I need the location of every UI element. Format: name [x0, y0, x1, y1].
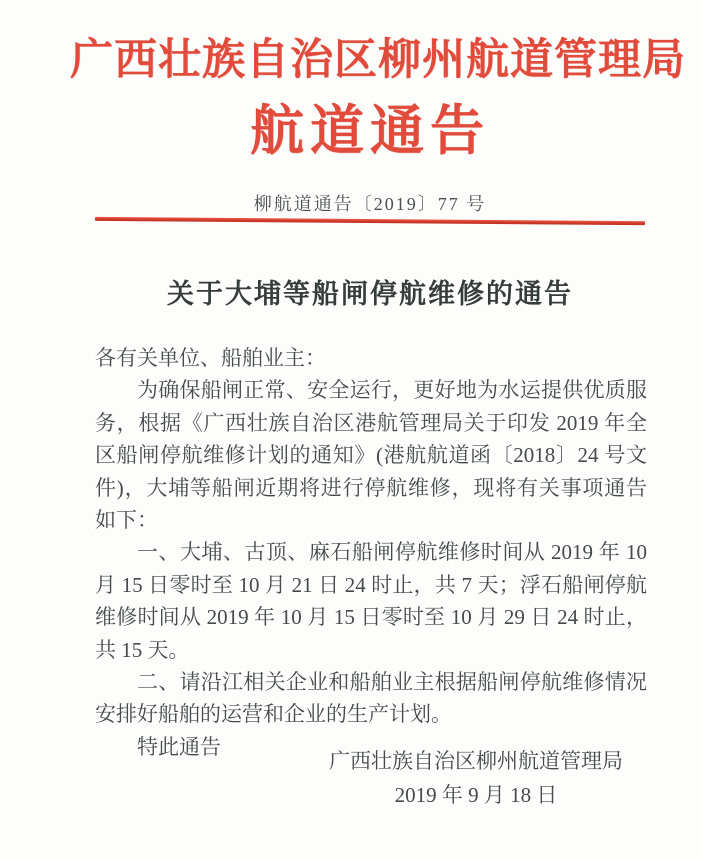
signature-date: 2019 年 9 月 18 日	[394, 783, 558, 807]
notice-body	[95, 342, 647, 763]
document-number: 柳航道通告〔2019〕77 号	[253, 194, 487, 214]
closing-line: 特此通告	[137, 734, 221, 759]
body-paragraph-intro: 为确保船闸正常、安全运行，更好地为水运提供优质服务，根据《广西壮族自治区港航管理局关于印发 2019 年全区船闸停航维修计划的通知》(港航航道函〔2018〕24 号文件)，大埔等船闸近期将进行停航维修，现将有关事项通告如下：	[95, 378, 647, 533]
body-paragraph-item-1: 一、大埔、古顶、麻石船闸停航维修时间从 2019 年 10 月 15 日零时至 10 月 21 日 24 时止，共 7 天；浮石船闸停航维修时间从 2019 年 10 月 15 日零时至 10 月 29 日 24 时止，共 15 天。	[95, 540, 647, 662]
body-paragraph-item-2: 二、请沿江相关企业和船舶业主根据船闸停航维修情况安排好船舶的运营和企业的生产计划。	[95, 670, 647, 727]
signature-org: 广西壮族自治区柳州航道管理局	[329, 749, 623, 773]
red-divider-line	[95, 217, 645, 225]
signature-block	[329, 744, 623, 812]
issuing-org-header: 广西壮族自治区柳州航道管理局	[70, 37, 686, 84]
notice-title: 关于大埔等船闸停航维修的通告	[167, 279, 573, 309]
document-type-header: 航道通告	[250, 101, 490, 161]
salutation-line: 各有关单位、船舶业主：	[95, 346, 326, 370]
